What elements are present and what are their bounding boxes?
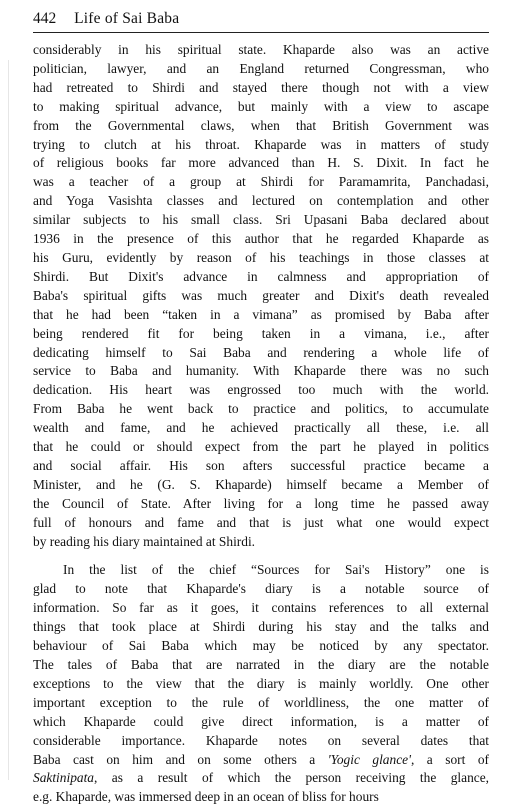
text-line: being rendered fit for being taken in a vimana, i.e., after — [33, 325, 489, 341]
header-rule — [33, 32, 489, 33]
emphasis-saktinipata: Saktinipata — [33, 770, 94, 786]
body-text — [33, 41, 489, 807]
page-header — [33, 8, 493, 32]
text-line: 1936 in the presence of this author that he regarded Khaparde as — [33, 231, 489, 247]
text-line: the Council of State. After living for a long time he passed away — [33, 495, 489, 511]
paragraph-2 — [33, 561, 489, 807]
text-line: considerable importance. Khaparde notes on several dates that — [33, 732, 489, 748]
text-line: similar subjects to his small class. Sri Upasani Baba declared about — [33, 212, 489, 228]
text-line: Baba's spiritual gifts was much greater and Dixit's death revealed — [33, 287, 489, 303]
text-line: glad to note that Khaparde's diary is a notable source of — [33, 581, 489, 597]
text-line: from the Governmental claws, when that British Government was — [33, 117, 489, 133]
text-line: In the list of the chief “Sources for Sai's History” one is — [63, 562, 489, 578]
paragraph-1 — [33, 41, 489, 551]
text-line: e.g. Khaparde, was immersed deep in an ocean of bliss for hours — [33, 789, 379, 805]
text-fragment: , a sort of — [410, 751, 489, 767]
text-line: and social affair. His son afters successful practice became a — [33, 457, 489, 473]
text-line: From Baba he went back to practice and politics, to accumulate — [33, 401, 489, 417]
text-line: things that took place at Shirdi during his stay and the talks and — [33, 619, 489, 635]
text-line: wealth and fame, and he achieved practically all these, i.e. all — [33, 420, 489, 436]
text-fragment: , as a result of which the person receiving the glance, — [94, 770, 489, 786]
text-line: information. So far as it goes, it contains references to all external — [33, 600, 489, 616]
page-number: 442 — [33, 10, 57, 27]
text-line — [33, 751, 489, 770]
text-line: which Khaparde could give direct information, is a matter of — [33, 713, 489, 729]
text-line: dedication. His heart was engrossed too much with the world. — [33, 382, 489, 398]
text-line: and Yoga Vasishta classes and lectured on contemplation and other — [33, 193, 489, 209]
emphasis-yogic-glance: 'Yogic glance' — [327, 751, 411, 767]
text-line: to making spiritual advance, but mainly with a view to ascape — [33, 98, 489, 114]
text-line: of religious books far more advanced than H. S. Dixit. In fact he — [33, 155, 489, 171]
scan-margin-line — [8, 60, 9, 780]
text-line: considerably in his spiritual state. Khaparde also was an active — [33, 42, 489, 57]
text-line: by reading his diary maintained at Shirdi. — [33, 533, 256, 549]
text-fragment: Baba cast on him and on some others a — [33, 751, 316, 767]
text-line: had retreated to Shirdi and stayed there though not with a view — [33, 79, 489, 95]
text-line: The tales of Baba that are narrated in the diary are the notable — [33, 657, 489, 672]
text-line: Shirdi. But Dixit's advance in calmness and appropriation of — [33, 268, 489, 284]
text-line: behaviour of Sai Baba which may be noticed by any spectator. — [33, 638, 489, 654]
text-line: that he had been “taken in a vimana” as promised by Baba after — [33, 306, 489, 322]
text-line: exceptions to the view that the diary is mainly worldly. One other — [33, 675, 489, 691]
text-line: Minister, and he (G. S. Khaparde) himself became a Member of — [33, 476, 489, 492]
text-line: politician, lawyer, and an England returned Congressman, who — [33, 60, 489, 76]
running-title: Life of Sai Baba — [74, 10, 180, 27]
text-line: important exception to the rule of worldliness, the one matter of — [33, 694, 489, 710]
text-line: dedicating himself to Sai Baba and rendering a whole life of — [33, 344, 489, 360]
text-line: was a teacher of a group at Shirdi for Paramamrita, Panchadasi, — [33, 174, 489, 190]
text-line: full of honours and fame and that is just what one would expect — [33, 514, 489, 530]
text-line: his Guru, evidently by reason of his teachings in those classes at — [33, 249, 489, 265]
text-line — [33, 769, 489, 788]
text-line: service to Baba and humanity. With Khaparde there was no such — [33, 363, 489, 379]
text-line: trying to clutch at his throat. Khaparde was in matters of study — [33, 136, 489, 152]
text-line: that he could or should expect from the part he played in politics — [33, 439, 489, 455]
